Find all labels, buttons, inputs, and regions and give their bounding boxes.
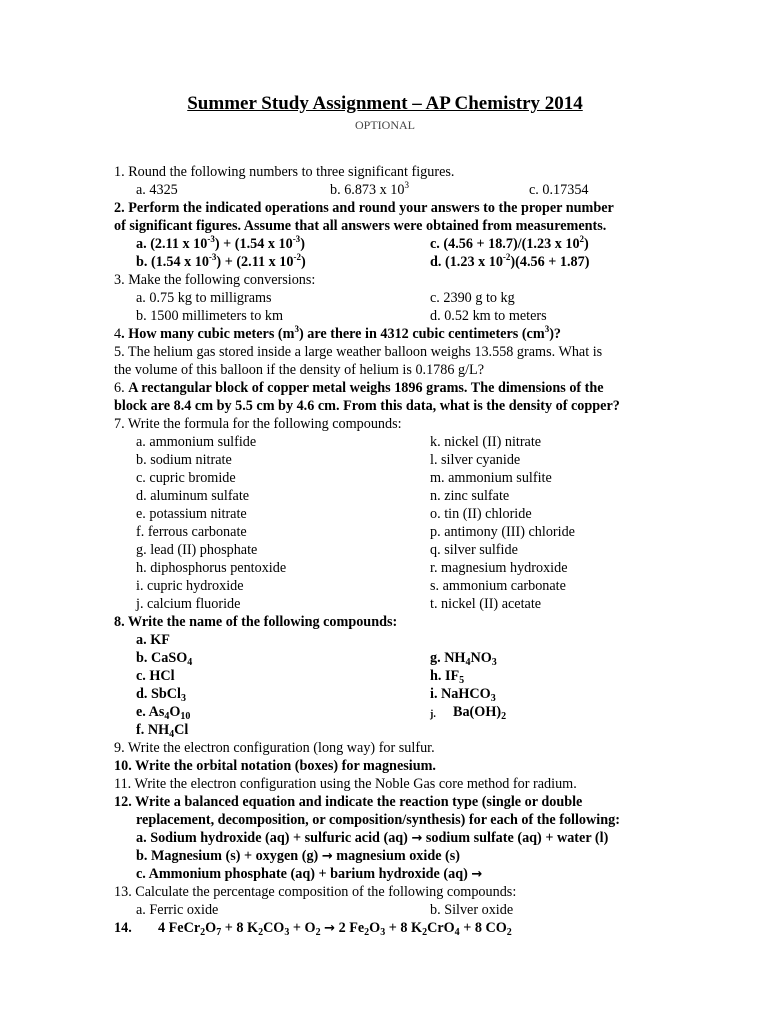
- question-2-line-1: 2. Perform the indicated operations and round your answers to the proper number: [114, 200, 614, 216]
- q7-item: n. zinc sulfate: [430, 488, 510, 504]
- q8-option-j-label: j.: [430, 709, 436, 720]
- q12-option-a: a. Sodium hydroxide (aq) + sulfuric acid (aq) → sodium sulfate (aq) + water (l): [136, 830, 609, 846]
- page-subtitle: OPTIONAL: [355, 118, 415, 132]
- q7-item: h. diphosphorus pentoxide: [136, 560, 287, 576]
- q7-item: q. silver sulfide: [430, 542, 518, 558]
- q8-option-d: d. SbCl$_3$: [136, 686, 186, 704]
- q7-item: b. sodium nitrate: [136, 452, 232, 468]
- arrow-icon: →: [321, 849, 333, 864]
- question-9: [0, 739, 770, 757]
- question-5-line-2: the volume of this balloon if the density of helium is 0.1786 g/L?: [114, 362, 485, 378]
- q3-option-d: d. 0.52 km to meters: [430, 308, 547, 324]
- q8-row: [0, 649, 770, 667]
- q3-option-a: a. 0.75 kg to milligrams: [136, 290, 272, 306]
- question-1-text: 1. Round the following numbers to three significant figures.: [114, 164, 455, 180]
- q8-option-i: i. NaHCO$_3$: [430, 686, 496, 704]
- q2-option-b: b. (1.54 x $10^{-3}) + (2.11$ x $10^{-2}$): [136, 252, 306, 270]
- question-2-row-2: [0, 253, 770, 271]
- question-4: [0, 325, 770, 343]
- question-14-equation: 4 $FeCr_2O_7 + 8$ $K_2CO_3 + O_2 \to 2$ $Fe_2O_3 + 8$ $K_2CrO_4 + 8$ $CO_2$: [158, 920, 512, 938]
- q7-item: g. lead (II) phosphate: [136, 542, 258, 558]
- question-5-cont: [0, 361, 770, 379]
- q7-item: o. tin (II) chloride: [430, 506, 532, 522]
- question-3: [0, 271, 770, 289]
- q7-item: f. ferrous carbonate: [136, 524, 247, 540]
- q7-item: k. nickel (II) nitrate: [430, 434, 542, 450]
- question-7: [0, 415, 770, 433]
- q8-option-c: c. HCl: [136, 668, 175, 684]
- q2-option-a: a. (2.11 x $10^{-3}) + (1.54$ x $10^{-3}$): [136, 234, 305, 252]
- q7-item: l. silver cyanide: [430, 452, 521, 468]
- q8-row: [0, 631, 770, 649]
- question-6-cont: [0, 397, 770, 415]
- q7-row: [0, 595, 770, 613]
- question-6: [0, 379, 770, 397]
- q7-row: [0, 469, 770, 487]
- q7-row: [0, 559, 770, 577]
- q1-option-c: c. 0.17354: [529, 182, 589, 198]
- q8-option-e: e. $As_4O_{10}$: [136, 704, 191, 722]
- question-6-line-1: 6. A rectangular block of copper metal weighs 1896 grams. The dimensions of the: [114, 380, 604, 396]
- q7-item: c. cupric bromide: [136, 470, 236, 486]
- q1-option-b: b. 6.873 x $10^3$: [330, 180, 409, 198]
- q8-row: [0, 667, 770, 685]
- q7-row: [0, 451, 770, 469]
- question-3-text: 3. Make the following conversions:: [114, 272, 316, 288]
- question-1: [0, 163, 770, 181]
- q3-option-c: c. 2390 g to kg: [430, 290, 515, 306]
- q1-option-a: a. 4325: [136, 182, 178, 198]
- q7-row: [0, 487, 770, 505]
- q13-option-b: b. Silver oxide: [430, 902, 514, 918]
- q8-option-h: h. $IF_5$: [430, 668, 465, 686]
- question-13-text: 13. Calculate the percentage composition of the following compounds:: [114, 884, 517, 900]
- q3-option-b: b. 1500 millimeters to km: [136, 308, 283, 324]
- q12-row: [0, 847, 770, 865]
- q12-option-b: b. Magnesium (s) + oxygen (g) → magnesium oxide (s): [136, 848, 461, 864]
- question-2-line-2: of significant figures. Assume that all answers were obtained from measurements.: [114, 218, 607, 234]
- question-13: [0, 883, 770, 901]
- arrow-icon: →: [324, 921, 336, 936]
- q8-option-a: a. KF: [136, 632, 170, 648]
- question-4-text: 4. How many cubic meters $(m^3)$ are there in 4312 cubic centimeters $(cm^3)$?: [114, 324, 562, 342]
- arrow-icon: →: [411, 831, 423, 846]
- q2-option-c: c. (4.56 + 18.7)/(1.23 x $10^2$): [430, 234, 589, 252]
- question-5-line-1: 5. The helium gas stored inside a large weather balloon weighs 13.558 grams. What is: [114, 344, 603, 360]
- question-12-line-1: 12. Write a balanced equation and indicate the reaction type (single or double: [114, 794, 583, 810]
- question-2: [0, 199, 770, 217]
- q7-row: [0, 577, 770, 595]
- q13-row: [0, 901, 770, 919]
- q13-option-a: a. Ferric oxide: [136, 902, 219, 918]
- q7-row: [0, 505, 770, 523]
- question-8-text: 8. Write the name of the following compounds:: [114, 614, 398, 630]
- q7-item: a. ammonium sulfide: [136, 434, 257, 450]
- q7-row: [0, 523, 770, 541]
- q7-item: t. nickel (II) acetate: [430, 596, 542, 612]
- q8-row: [0, 685, 770, 703]
- question-12-cont: [0, 811, 770, 829]
- q7-row: [0, 433, 770, 451]
- q8-option-g: g. $NH_4NO_3$: [430, 650, 497, 668]
- q12-option-c: c. Ammonium phosphate (aq) + barium hydroxide (aq) →: [136, 866, 483, 882]
- q7-item: j. calcium fluoride: [136, 596, 241, 612]
- question-11: [0, 775, 770, 793]
- page-title: Summer Study Assignment – AP Chemistry 2014: [187, 93, 583, 114]
- q8-option-j: $Ba(OH)_2$: [453, 704, 507, 722]
- question-9-text: 9. Write the electron configuration (long way) for sulfur.: [114, 740, 435, 756]
- question-2-row-1: [0, 235, 770, 253]
- question-7-text: 7. Write the formula for the following compounds:: [114, 416, 402, 432]
- q8-option-f: f. $NH_4Cl$: [136, 722, 189, 740]
- q12-row: [0, 829, 770, 847]
- question-10-text: 10. Write the orbital notation (boxes) for magnesium.: [114, 758, 436, 774]
- q7-item: i. cupric hydroxide: [136, 578, 244, 594]
- q7-item: s. ammonium carbonate: [430, 578, 566, 594]
- question-5: [0, 343, 770, 361]
- q7-item: e. potassium nitrate: [136, 506, 247, 522]
- question-12: [0, 793, 770, 811]
- q7-row: [0, 541, 770, 559]
- question-6-line-2: block are 8.4 cm by 5.5 cm by 4.6 cm. From this data, what is the density of copper?: [114, 398, 620, 414]
- q2-option-d: d. (1.23 x $10^{-2})(4.56 + 1.87)$: [430, 252, 590, 270]
- question-1-options: [0, 181, 770, 199]
- question-14-number: 14.: [114, 920, 132, 936]
- q8-option-b: b. CaSO$_4$: [136, 650, 193, 668]
- arrow-icon: →: [471, 867, 483, 882]
- question-14: [0, 919, 770, 937]
- question-10: [0, 757, 770, 775]
- q7-item: d. aluminum sulfate: [136, 488, 250, 504]
- question-12-line-2: replacement, decomposition, or composition/synthesis) for each of the following:: [136, 812, 620, 828]
- q7-item: m. ammonium sulfite: [430, 470, 552, 486]
- question-11-text: 11. Write the electron configuration using the Noble Gas core method for radium.: [114, 776, 577, 792]
- q7-item: r. magnesium hydroxide: [430, 560, 568, 576]
- question-2-cont: [0, 217, 770, 235]
- q8-row: [0, 721, 770, 739]
- q8-row: [0, 703, 770, 721]
- question-8: [0, 613, 770, 631]
- question-3-row-2: [0, 307, 770, 325]
- q7-item: p. antimony (III) chloride: [430, 524, 575, 540]
- question-3-row-1: [0, 289, 770, 307]
- q12-row: [0, 865, 770, 883]
